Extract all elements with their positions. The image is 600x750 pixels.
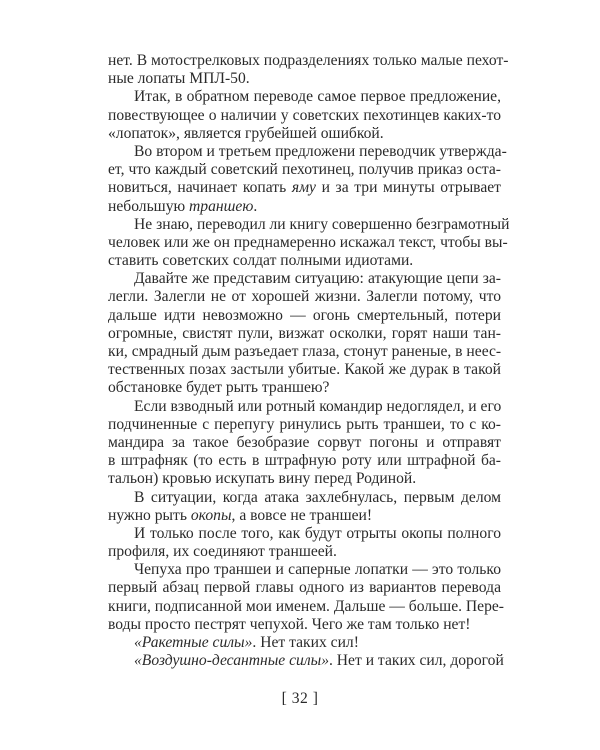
text-line: Не знаю, переводил ли книгу совершенно безграмотный: [134, 215, 510, 233]
text-line: нужно рыть окопы, а вовсе не траншеи!: [108, 506, 373, 524]
text-line: профиля, их соединяют траншеей.: [108, 543, 337, 561]
italic-emphasis: окопы: [190, 506, 232, 524]
text-line: «Ракетные силы». Нет таких сил!: [134, 634, 359, 651]
text-line: книги, подписанной мои именем. Дальше — больше. Пере-: [108, 597, 505, 615]
text-line: подчиненные с перепугу ринулись рыть траншеи, то с ко-: [108, 415, 501, 433]
text-line: нет. В мотострелковых подразделениях только малые пехот-: [108, 52, 509, 69]
italic-emphasis: «Ракетные силы»: [134, 634, 253, 651]
italic-emphasis: «Воздушно-десантные силы»: [134, 652, 329, 670]
text-line: В ситуации, когда атака захлебнулась, первым делом: [134, 488, 501, 506]
text-line: Итак, в обратном переводе самое первое предложение,: [134, 88, 501, 106]
text-line: тальон) кровью искупать вину перед Родиной.: [108, 470, 417, 488]
text-line: повествующее о наличии у советских пехотинцев каких-то: [108, 106, 501, 124]
text-line: Если взводный или ротный командир недоглядел, и его: [134, 397, 502, 415]
text-line: в штрафняк (то есть в штрафную роту или штрафной ба-: [108, 452, 501, 470]
body-text: [108, 52, 510, 670]
text-line: воды просто пестрят чепухой. Чего же там только нет!: [108, 615, 471, 633]
text-line: тественных позах застыли убитые. Какой же дурак в такой: [108, 361, 501, 379]
text-line: И только после того, как будут отрыты окопы полного: [134, 524, 501, 542]
text-line: легли. Залегли не от хорошей жизни. Залегли потому, что: [108, 288, 501, 306]
text-line: обстановке будет рыть траншею?: [108, 379, 330, 397]
text-line: Чепуха про траншеи и саперные лопатки — это только: [134, 561, 501, 579]
italic-emphasis: траншею: [189, 197, 254, 215]
text-line: человек или же он преднамеренно искажал текст, чтобы вы-: [108, 233, 508, 251]
text-line: дальше идти невозможно — огонь смертельный, потери: [108, 306, 501, 324]
text-line: первый абзац первой главы одного из вариантов перевода: [108, 579, 501, 597]
text-line: мандира за такое безобразие сорвут погоны и отправят: [108, 433, 501, 451]
text-line: огромные, свистят пули, визжат осколки, горят наши тан-: [108, 324, 501, 342]
text-line: Давайте же представим ситуацию: атакующие цепи за-: [134, 270, 501, 288]
text-line: ные лопаты МПЛ-50.: [108, 70, 250, 88]
text-line: Во втором и третьем предложени переводчик утвержда-: [134, 142, 507, 160]
text-line: новиться, начинает копать яму и за три минуты отрывает: [108, 179, 501, 197]
italic-emphasis: яму: [291, 179, 316, 197]
text-line: небольшую траншею.: [108, 197, 258, 215]
page-number: [ 32 ]: [281, 690, 319, 707]
text-line: «лопаток», является грубейшей ошибкой.: [108, 124, 384, 142]
text-line: ки, смрадный дым разъедает глаза, стонут раненые, в неес-: [108, 343, 502, 360]
text-line: ет, что каждый советский пехотинец, получив приказ оста-: [108, 161, 501, 179]
text-line: «Воздушно-десантные силы». Нет и таких сил, дорогой: [134, 652, 504, 670]
text-line: ставить советских солдат полными идиотами.: [108, 252, 414, 270]
